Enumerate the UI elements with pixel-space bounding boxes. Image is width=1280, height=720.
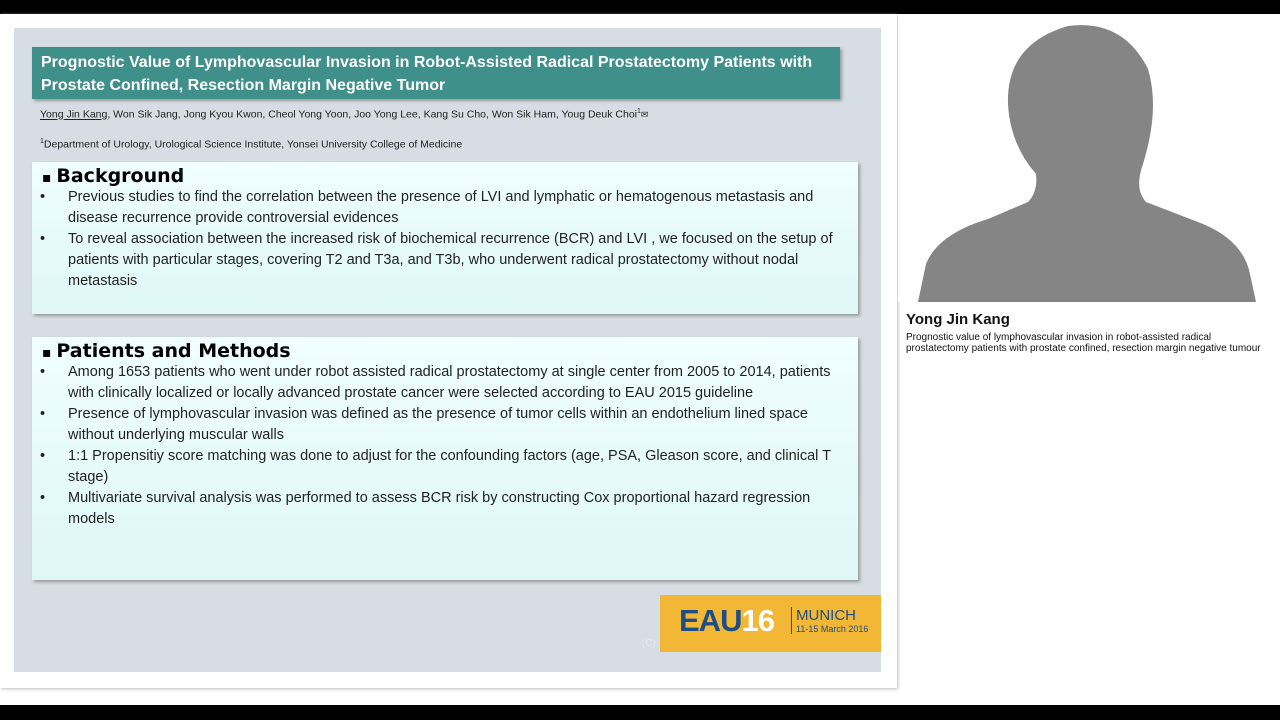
- author-affiliation: 1: [637, 108, 641, 115]
- bottom-letterbox: [0, 705, 1280, 720]
- department: [40, 138, 462, 151]
- top-letterbox: [0, 0, 1280, 14]
- email-icon: ✉: [640, 109, 649, 120]
- logo-num: 16: [741, 603, 774, 638]
- methods-section: [32, 337, 858, 580]
- slide-title: Prognostic Value of Lymphovascular Invasion in Robot-Assisted Radical Prostatectomy Patients with Prostate Confined, Resection Margin Negative Tumor: [32, 47, 840, 99]
- slide: [14, 28, 881, 672]
- background-section: [32, 162, 858, 314]
- logo-dates: 11-15 March 2016: [796, 624, 869, 634]
- other-authors: , Won Sik Jang, Jong Kyou Kwon, Cheol Yong Yoon, Joo Yong Lee, Kang Su Cho, Won Sik Ham, Youg Deuk Choi: [107, 108, 637, 121]
- list-item: • Among 1653 patients who went under robot assisted radical prostatectomy at single center from 2005 to 2014, patients with clinically localized or locally advanced prostate cancer were selected according to EAU 2015 guideline: [68, 362, 844, 404]
- list-item: • Previous studies to find the correlation between the presence of LVI and lymphatic or hematogenous metastasis and disease recurrence provide controversial evidences: [68, 187, 844, 229]
- speaker-name: Yong Jin Kang: [906, 311, 1010, 328]
- eau16-logo: [660, 595, 881, 652]
- list-item: • 1:1 Propensitiy score matching was done to adjust for the confounding factors (age, PSA, Gleason score, and clinical T stage): [68, 446, 844, 488]
- logo-eau: EAU: [679, 603, 742, 638]
- authors: [40, 108, 648, 121]
- copyright: (C): [642, 638, 656, 649]
- department-text: Department of Urology, Urological Science Institute, Yonsei University College of Medicine: [43, 138, 463, 151]
- speaker-avatar: [898, 14, 1280, 302]
- person-silhouette-icon: [898, 14, 1280, 302]
- logo-city: MUNICH: [796, 607, 856, 624]
- list-item: • Multivariate survival analysis was performed to assess BCR risk by constructing Cox proportional hazard regression models: [68, 488, 844, 530]
- first-author: Yong Jin Kang: [40, 108, 108, 121]
- background-heading: ▪ Background: [32, 162, 858, 187]
- presentation-description: Prognostic value of lymphovascular invasion in robot-assisted radical prostatectomy patients with prostate confined, resection margin negative tumour: [906, 332, 1261, 354]
- list-item: • To reveal association between the increased risk of biochemical recurrence (BCR) and LVI , we focused on the setup of patients with particular stages, covering T2 and T3a, and T3b, who underwent radical prostatectomy without nodal metastasis: [68, 229, 844, 292]
- list-item: • Presence of lymphovascular invasion was defined as the presence of tumor cells within an endothelium lined space without underlying muscular walls: [68, 404, 844, 446]
- methods-heading: ▪ Patients and Methods: [32, 337, 858, 362]
- department-sup: 1: [40, 138, 44, 145]
